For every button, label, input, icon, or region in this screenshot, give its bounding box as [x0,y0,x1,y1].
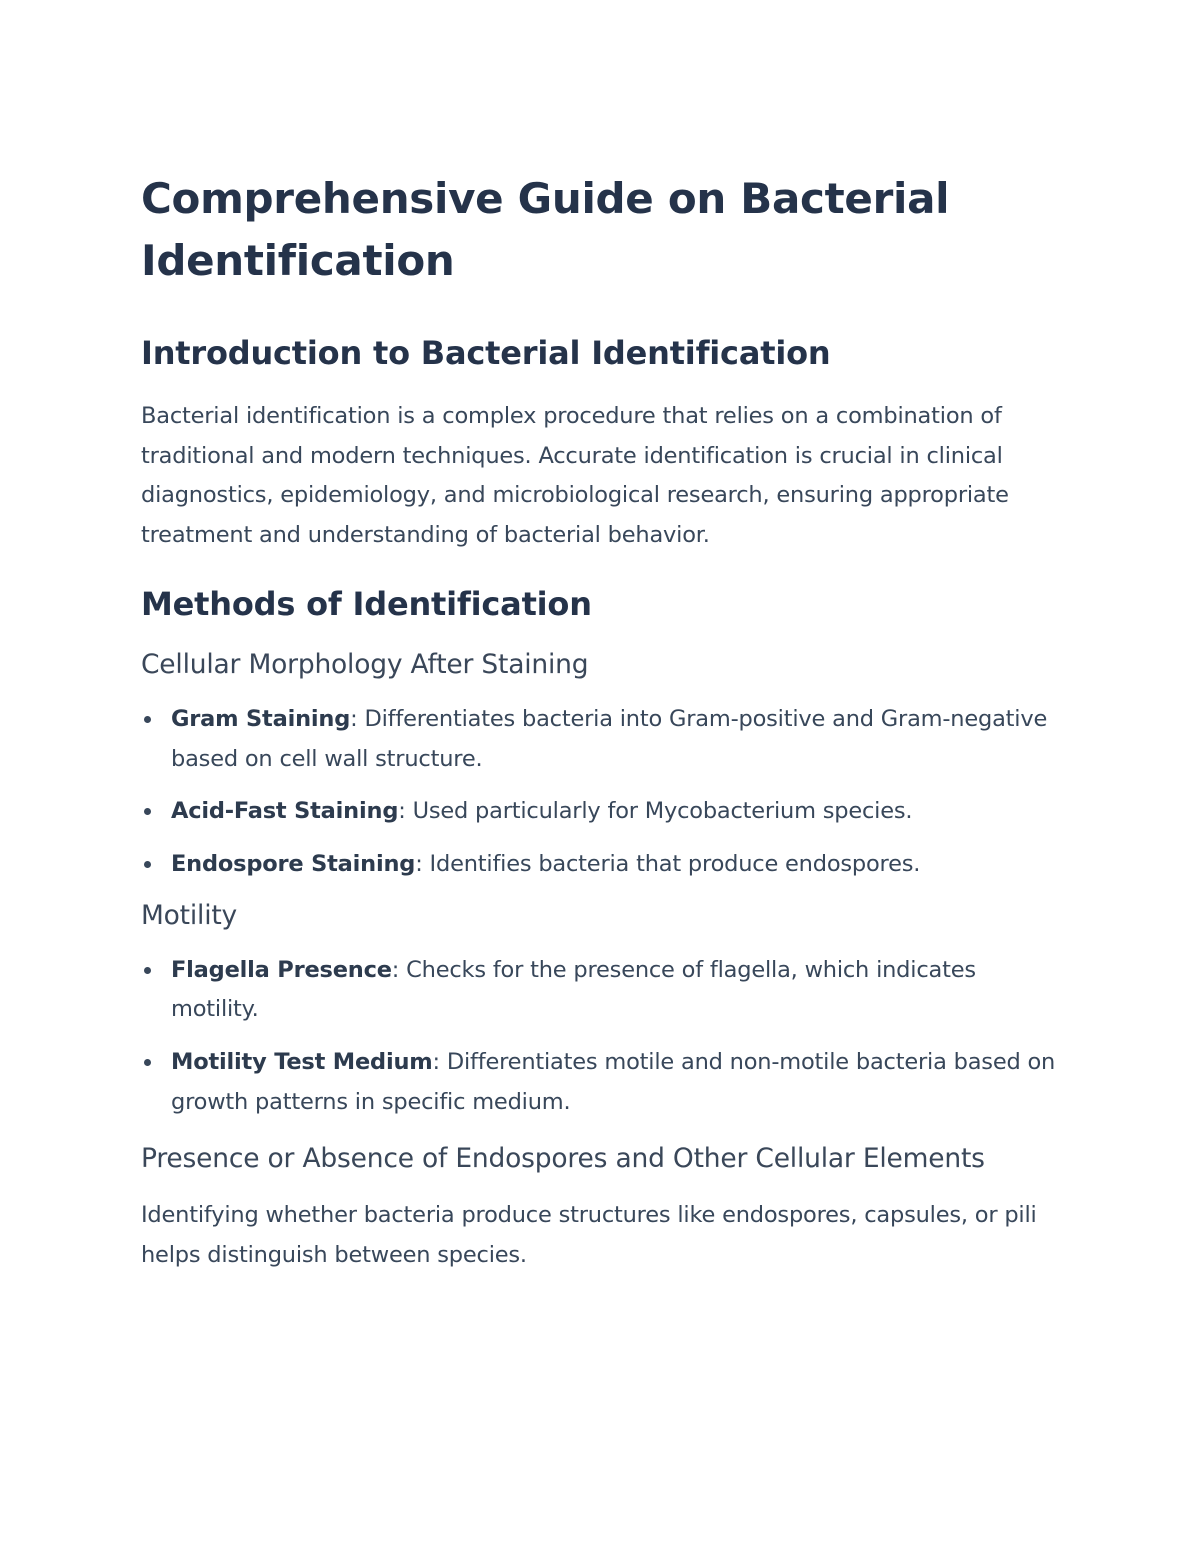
list-item [141,1043,1061,1122]
subheading-endospores-elements: Presence or Absence of Endospores and Other Cellular Elements [141,1143,985,1175]
bullet-icon [144,861,151,868]
list-item-text: : Checks for the presence of flagella, which indicates motility. [171,956,976,1023]
document-page [141,168,1061,1276]
motility-list [141,951,1061,1123]
list-item-term: Flagella Presence [171,956,392,983]
introduction-paragraph: Bacterial identification is a complex procedure that relies on a combination of traditional and modern techniques. Accurate identification is crucial in clinical diagnostics, epidemiology, and microbiological research, ensuring appropriate treatment and understanding of bacterial behavior. [141,403,1009,549]
list-item-text: : Differentiates bacteria into Gram-positive and Gram-negative based on cell wall structure. [171,705,1048,772]
list-item-term: Gram Staining [171,705,351,732]
section-heading-methods: Methods of Identification [141,584,592,623]
subheading-motility: Motility [141,899,238,931]
bullet-icon [144,967,151,974]
list-item [141,700,1061,779]
list-item-text: : Used particularly for Mycobacterium species. [398,798,913,825]
list-item-text: : Differentiates motile and non-motile bacteria based on growth patterns in specific medium. [171,1049,1056,1115]
section-heading-introduction: Introduction to Bacterial Identification [141,334,831,372]
subheading-cellular-morphology: Cellular Morphology After Staining [141,648,589,680]
elements-paragraph: Identifying whether bacteria produce structures like endospores, capsules, or pili helps distinguish between species. [141,1202,1037,1269]
list-item [141,845,1061,885]
list-item [141,951,1061,1030]
document-title: Comprehensive Guide on Bacterial Identification [141,174,950,285]
list-item-text: : Identifies bacteria that produce endospores. [415,850,921,877]
bullet-icon [144,1059,151,1066]
morphology-list [141,700,1061,885]
bullet-icon [144,808,151,815]
list-item-term: Acid-Fast Staining [171,798,399,825]
list-item-term: Endospore Staining [171,850,416,877]
list-item [141,792,1061,832]
list-item-term: Motility Test Medium [171,1049,433,1076]
bullet-icon [144,716,151,723]
